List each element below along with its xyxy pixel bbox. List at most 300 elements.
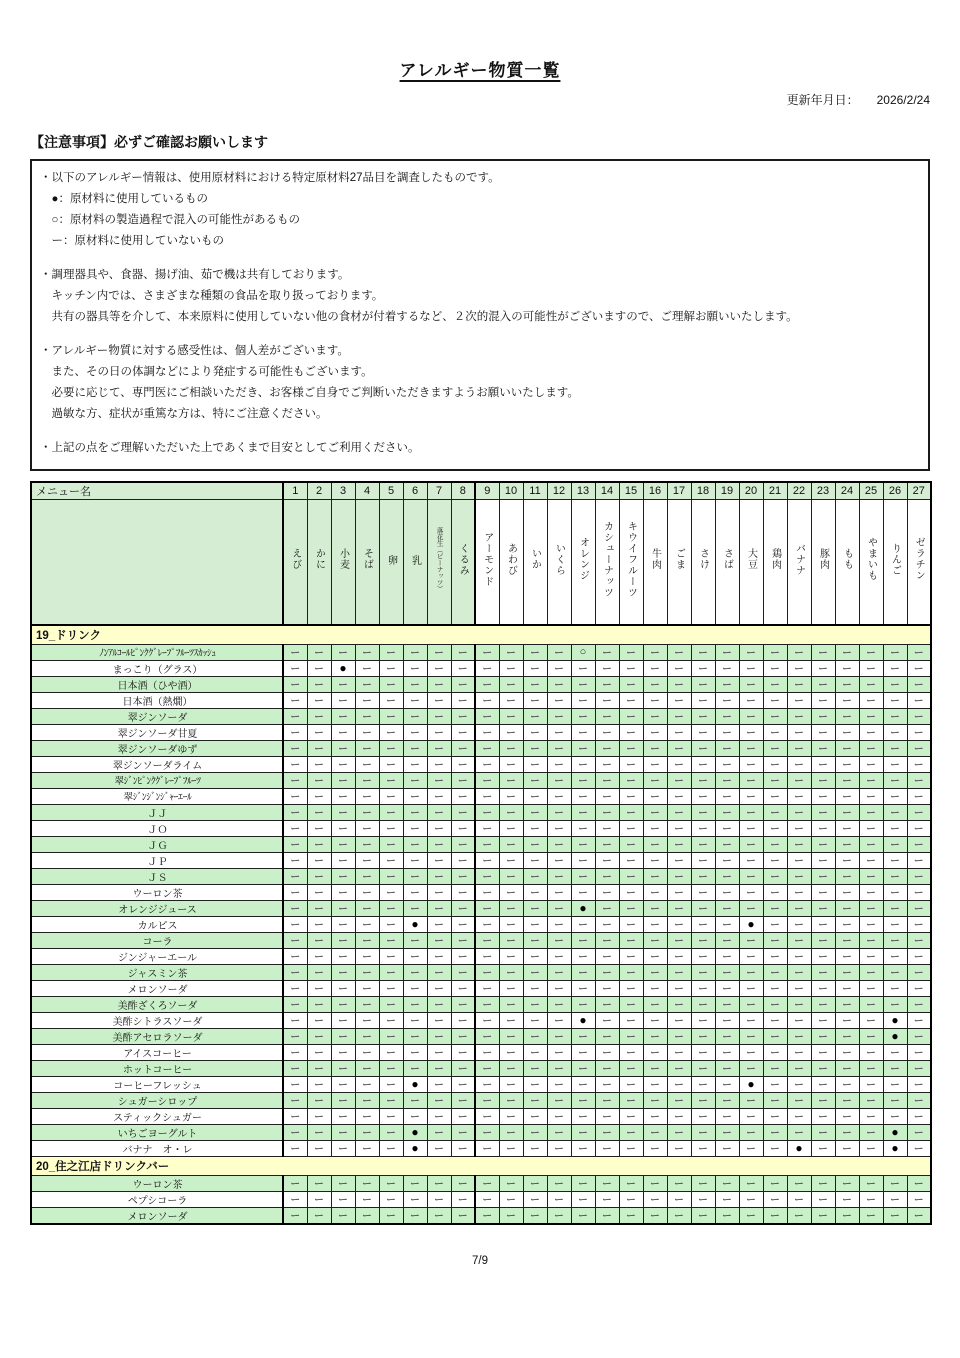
allergen-mark: ー <box>842 968 852 979</box>
allergen-mark: ー <box>722 920 732 931</box>
allergen-mark: ー <box>818 840 828 851</box>
allergen-cell <box>283 996 307 1012</box>
allergen-mark: ー <box>602 904 612 915</box>
allergen-mark: ー <box>434 1195 444 1206</box>
allergen-mark: ー <box>386 1080 396 1091</box>
allergen-mark: ー <box>626 1000 636 1011</box>
allergen-cell <box>331 1076 355 1092</box>
allergen-mark: ー <box>794 1064 804 1075</box>
allergen-mark: ー <box>698 1000 708 1011</box>
allergen-mark: ー <box>818 1112 828 1123</box>
allergen-mark: ー <box>913 1048 924 1059</box>
allergen-mark: ー <box>866 888 876 899</box>
allergen-cell <box>883 708 907 724</box>
allergen-column-number: 21 <box>763 482 787 500</box>
allergen-mark: ー <box>866 856 876 867</box>
allergen-mark: ー <box>434 840 444 851</box>
allergen-cell <box>619 1191 643 1207</box>
allergen-mark: ● <box>891 1012 899 1027</box>
allergen-cell <box>571 1092 595 1108</box>
allergen-cell <box>811 900 835 916</box>
allergen-mark: ー <box>722 712 732 723</box>
allergen-mark: ー <box>554 1016 564 1027</box>
allergen-mark: ー <box>722 760 732 771</box>
allergen-cell <box>715 1207 739 1224</box>
allergen-column-number: 9 <box>475 482 499 500</box>
allergen-mark: ー <box>482 1080 492 1091</box>
allergen-cell <box>355 996 379 1012</box>
allergen-cell <box>475 1092 499 1108</box>
allergen-mark: ー <box>626 792 636 803</box>
allergen-mark: ー <box>674 1211 684 1222</box>
allergen-cell <box>427 804 451 820</box>
allergen-cell <box>331 932 355 948</box>
allergen-cell <box>763 740 787 756</box>
allergen-mark: ー <box>722 952 732 963</box>
allergen-mark: ー <box>457 744 468 755</box>
allergen-mark: ー <box>362 856 372 867</box>
allergen-mark: ー <box>530 936 540 947</box>
allergen-mark: ー <box>362 840 372 851</box>
allergen-cell <box>883 692 907 708</box>
allergen-mark: ー <box>818 728 828 739</box>
allergen-mark: ー <box>818 808 828 819</box>
allergen-column-name: くるみ <box>457 542 469 576</box>
allergen-mark: ー <box>698 872 708 883</box>
allergen-mark: ー <box>434 1112 444 1123</box>
allergen-mark: ー <box>362 648 372 659</box>
allergen-mark: ー <box>913 1211 924 1222</box>
allergen-mark: ー <box>794 664 804 675</box>
allergen-mark: ー <box>770 728 780 739</box>
allergen-cell <box>787 900 811 916</box>
allergen-mark: ー <box>770 680 780 691</box>
section-header-row <box>31 1156 931 1175</box>
allergen-cell <box>283 804 307 820</box>
allergen-cell <box>307 996 331 1012</box>
page-title: アレルギー物質一覧 <box>399 61 561 80</box>
allergen-mark: ー <box>602 776 612 787</box>
allergen-cell <box>907 884 931 900</box>
allergen-column-name: 大豆 <box>745 548 757 571</box>
table-row <box>31 1028 931 1044</box>
allergen-mark: ー <box>482 1016 492 1027</box>
allergen-mark: ー <box>506 1032 516 1043</box>
allergen-mark: ● <box>891 1140 899 1155</box>
allergen-mark: ー <box>314 1048 324 1059</box>
allergen-cell <box>403 964 427 980</box>
allergen-mark: ー <box>866 984 876 995</box>
allergen-mark: ー <box>338 696 348 707</box>
allergen-mark: ー <box>770 888 780 899</box>
allergen-mark: ー <box>602 920 612 931</box>
allergen-cell <box>379 1076 403 1092</box>
allergen-mark: ー <box>626 1096 636 1107</box>
allergen-cell <box>331 1207 355 1224</box>
allergen-cell <box>595 756 619 772</box>
allergen-cell <box>379 1044 403 1060</box>
allergen-mark: ー <box>746 904 756 915</box>
allergen-cell <box>331 1108 355 1124</box>
allergen-mark: ー <box>338 1080 348 1091</box>
allergen-mark: ー <box>866 712 876 723</box>
allergen-cell <box>763 1060 787 1076</box>
allergen-cell <box>907 868 931 884</box>
allergen-mark: ー <box>314 1195 324 1206</box>
allergen-mark: ー <box>746 1128 756 1139</box>
allergen-mark: ー <box>602 1128 612 1139</box>
allergen-cell <box>883 1060 907 1076</box>
allergen-cell <box>643 836 667 852</box>
allergen-mark: ー <box>457 728 468 739</box>
allergen-mark: ー <box>746 728 756 739</box>
menu-item-name: 翠ジンソーダライム <box>31 756 283 772</box>
allergen-mark: ー <box>314 680 324 691</box>
allergen-mark: ー <box>530 1144 540 1155</box>
allergen-cell <box>547 868 571 884</box>
allergen-cell <box>715 1175 739 1191</box>
allergen-mark: ー <box>866 744 876 755</box>
allergen-cell <box>595 820 619 836</box>
allergen-cell <box>523 852 547 868</box>
allergen-cell <box>619 1060 643 1076</box>
allergen-cell <box>547 1012 571 1028</box>
allergen-column-name: ゼラチン <box>913 537 925 582</box>
allergen-mark: ● <box>339 660 347 675</box>
allergen-cell <box>283 740 307 756</box>
allergen-cell <box>715 644 739 660</box>
allergen-cell <box>715 852 739 868</box>
allergen-cell <box>307 804 331 820</box>
allergen-mark: ー <box>530 824 540 835</box>
allergen-mark: ー <box>338 1195 348 1206</box>
allergen-cell <box>715 900 739 916</box>
allergen-cell <box>739 964 763 980</box>
allergen-mark: ー <box>794 840 804 851</box>
allergen-mark: ー <box>578 1096 588 1107</box>
allergen-cell <box>403 1076 427 1092</box>
allergen-mark: ー <box>314 968 324 979</box>
table-row <box>31 676 931 692</box>
allergen-cell <box>763 1092 787 1108</box>
allergen-cell <box>499 916 523 932</box>
allergen-cell <box>739 1044 763 1060</box>
allergen-cell <box>355 1108 379 1124</box>
allergen-mark: ー <box>578 664 588 675</box>
allergen-cell <box>547 1191 571 1207</box>
allergen-column-name: さけ <box>697 548 709 571</box>
allergen-cell <box>667 1092 691 1108</box>
allergen-cell <box>739 788 763 804</box>
allergen-cell <box>475 644 499 660</box>
allergen-mark: ー <box>602 1195 612 1206</box>
allergen-mark: ー <box>818 712 828 723</box>
allergen-mark: ー <box>434 648 444 659</box>
allergen-cell <box>619 724 643 740</box>
allergen-mark: ー <box>602 984 612 995</box>
allergen-cell <box>427 916 451 932</box>
allergen-cell <box>667 868 691 884</box>
allergen-cell <box>403 676 427 692</box>
allergen-cell <box>547 804 571 820</box>
allergen-mark: ● <box>411 1076 419 1091</box>
allergen-mark: ー <box>554 984 564 995</box>
allergen-mark: ー <box>650 1179 660 1190</box>
allergen-cell <box>691 1092 715 1108</box>
allergen-cell <box>571 740 595 756</box>
allergen-mark: ー <box>482 952 492 963</box>
allergen-column-name: かに <box>313 548 325 571</box>
allergen-mark: ー <box>314 696 324 707</box>
allergen-cell <box>307 1044 331 1060</box>
allergen-mark: ー <box>698 712 708 723</box>
allergen-cell <box>595 1092 619 1108</box>
allergen-cell <box>475 1207 499 1224</box>
allergen-cell <box>907 948 931 964</box>
allergen-mark: ー <box>698 664 708 675</box>
allergen-cell <box>859 644 883 660</box>
allergen-mark: ー <box>602 1144 612 1155</box>
allergen-cell <box>547 660 571 676</box>
allergen-mark: ー <box>434 1144 444 1155</box>
table-row <box>31 1140 931 1156</box>
allergen-cell <box>619 980 643 996</box>
allergen-cell <box>763 996 787 1012</box>
allergen-cell <box>451 676 475 692</box>
allergen-cell <box>355 884 379 900</box>
allergen-cell <box>451 1076 475 1092</box>
allergen-mark: ー <box>410 1096 420 1107</box>
allergen-mark: ー <box>626 648 636 659</box>
allergen-cell <box>811 1028 835 1044</box>
allergen-cell <box>427 740 451 756</box>
allergen-cell <box>571 1012 595 1028</box>
allergen-mark: ー <box>818 1096 828 1107</box>
allergen-mark: ー <box>578 1064 588 1075</box>
allergen-cell <box>379 1092 403 1108</box>
allergen-cell <box>667 804 691 820</box>
allergen-mark: ー <box>554 1211 564 1222</box>
allergen-mark: ー <box>338 776 348 787</box>
allergen-mark: ー <box>650 1000 660 1011</box>
allergen-mark: ー <box>890 872 900 883</box>
allergen-mark: ー <box>746 776 756 787</box>
allergen-cell <box>331 1092 355 1108</box>
allergen-mark: ー <box>602 1096 612 1107</box>
allergen-cell <box>859 676 883 692</box>
allergen-cell <box>787 884 811 900</box>
allergen-cell <box>715 788 739 804</box>
allergen-column-header <box>475 500 499 625</box>
allergen-cell <box>667 708 691 724</box>
allergen-mark: ー <box>650 840 660 851</box>
allergen-mark: ー <box>913 1064 924 1075</box>
allergen-mark: ー <box>674 728 684 739</box>
allergen-mark: ー <box>386 760 396 771</box>
allergen-cell <box>499 660 523 676</box>
allergen-mark: ー <box>362 1195 372 1206</box>
allergen-cell <box>667 1060 691 1076</box>
allergen-cell <box>427 980 451 996</box>
allergen-cell <box>739 1108 763 1124</box>
menu-item-name: メロンソーダ <box>31 980 283 996</box>
allergen-cell <box>859 1076 883 1092</box>
allergen-cell <box>691 1191 715 1207</box>
allergen-cell <box>283 1012 307 1028</box>
allergen-cell <box>763 788 787 804</box>
allergen-cell <box>283 932 307 948</box>
allergen-cell <box>331 884 355 900</box>
allergen-cell <box>403 644 427 660</box>
allergen-cell <box>835 900 859 916</box>
allergen-cell <box>715 1012 739 1028</box>
allergen-cell <box>547 708 571 724</box>
allergen-cell <box>739 740 763 756</box>
allergen-mark: ー <box>386 680 396 691</box>
allergen-mark: ー <box>386 1179 396 1190</box>
allergen-mark: ー <box>866 680 876 691</box>
allergen-mark: ー <box>386 888 396 899</box>
allergen-cell <box>571 852 595 868</box>
allergen-mark: ー <box>578 1179 588 1190</box>
allergen-cell <box>451 772 475 788</box>
allergen-cell <box>403 660 427 676</box>
allergen-mark: ー <box>866 1016 876 1027</box>
table-row <box>31 756 931 772</box>
allergen-mark: ー <box>554 728 564 739</box>
allergen-mark: ー <box>457 792 468 803</box>
allergen-cell <box>883 788 907 804</box>
allergen-mark: ー <box>674 968 684 979</box>
allergen-column-header <box>907 500 931 625</box>
allergen-mark: ー <box>506 1016 516 1027</box>
allergen-cell <box>763 660 787 676</box>
allergen-mark: ー <box>290 952 300 963</box>
allergen-cell <box>787 836 811 852</box>
allergen-mark: ー <box>770 1032 780 1043</box>
allergen-mark: ー <box>434 1080 444 1091</box>
allergen-cell <box>907 1092 931 1108</box>
table-row <box>31 644 931 660</box>
allergen-mark: ー <box>530 952 540 963</box>
allergen-mark: ー <box>626 840 636 851</box>
allergen-mark: ー <box>602 952 612 963</box>
allergen-cell <box>379 724 403 740</box>
allergen-mark: ー <box>890 856 900 867</box>
allergen-cell <box>619 644 643 660</box>
allergen-column-header <box>547 500 571 625</box>
allergen-cell <box>835 804 859 820</box>
allergen-cell <box>283 948 307 964</box>
allergen-mark: ー <box>578 1211 588 1222</box>
allergen-cell <box>595 772 619 788</box>
allergen-cell <box>763 948 787 964</box>
allergen-cell <box>667 1191 691 1207</box>
allergen-cell <box>475 964 499 980</box>
allergen-mark: ー <box>314 1016 324 1027</box>
allergen-cell <box>403 1207 427 1224</box>
allergen-mark: ー <box>530 648 540 659</box>
table-row <box>31 836 931 852</box>
allergen-mark: ー <box>746 824 756 835</box>
allergen-mark: ー <box>290 1144 300 1155</box>
allergen-mark: ー <box>746 1112 756 1123</box>
allergen-cell <box>523 772 547 788</box>
allergen-cell <box>715 740 739 756</box>
allergen-mark: ー <box>866 1064 876 1075</box>
allergen-cell <box>859 1124 883 1140</box>
allergen-mark: ー <box>913 1080 924 1091</box>
allergen-cell <box>643 724 667 740</box>
allergen-cell <box>475 948 499 964</box>
allergen-cell <box>523 740 547 756</box>
allergen-cell <box>379 964 403 980</box>
allergen-cell <box>907 772 931 788</box>
allergen-mark: ー <box>890 936 900 947</box>
allergen-cell <box>547 1207 571 1224</box>
allergen-mark: ー <box>410 840 420 851</box>
allergen-mark: ー <box>290 1112 300 1123</box>
allergen-cell <box>355 1207 379 1224</box>
allergen-cell <box>739 884 763 900</box>
allergen-cell <box>595 660 619 676</box>
allergen-mark: ー <box>722 856 732 867</box>
allergen-cell <box>355 1028 379 1044</box>
allergen-cell <box>475 1012 499 1028</box>
allergen-cell <box>475 900 499 916</box>
allergen-mark: ー <box>530 856 540 867</box>
allergen-mark: ー <box>602 792 612 803</box>
allergen-cell <box>619 660 643 676</box>
allergen-mark: ー <box>674 984 684 995</box>
allergen-mark: ー <box>530 872 540 883</box>
allergen-mark: ー <box>578 936 588 947</box>
allergen-cell <box>691 1175 715 1191</box>
allergen-mark: ー <box>386 968 396 979</box>
allergen-mark: ー <box>434 936 444 947</box>
allergen-mark: ー <box>650 712 660 723</box>
allergen-mark: ー <box>913 824 924 835</box>
allergen-mark: ー <box>362 1080 372 1091</box>
allergen-cell <box>619 708 643 724</box>
allergen-mark: ー <box>386 1128 396 1139</box>
allergen-mark: ー <box>842 728 852 739</box>
allergen-cell <box>283 1124 307 1140</box>
allergen-mark: ー <box>626 952 636 963</box>
allergen-mark: ー <box>482 664 492 675</box>
allergen-cell <box>475 756 499 772</box>
allergen-cell <box>307 1124 331 1140</box>
allergen-column-header <box>403 500 427 625</box>
allergen-mark: ー <box>578 792 588 803</box>
allergen-mark: ー <box>674 1112 684 1123</box>
allergen-mark: ー <box>650 664 660 675</box>
allergen-cell <box>451 996 475 1012</box>
allergen-cell <box>859 1044 883 1060</box>
allergen-cell <box>739 868 763 884</box>
allergen-cell <box>619 1108 643 1124</box>
allergen-column-number: 5 <box>379 482 403 500</box>
allergen-mark: ー <box>482 696 492 707</box>
allergen-cell <box>499 1140 523 1156</box>
allergen-cell <box>595 996 619 1012</box>
menu-item-name: ＪＳ <box>31 868 283 884</box>
allergen-cell <box>907 1108 931 1124</box>
allergen-mark: ー <box>674 776 684 787</box>
allergen-mark: ー <box>866 1048 876 1059</box>
allergen-mark: ー <box>770 1000 780 1011</box>
allergen-cell <box>787 1140 811 1156</box>
